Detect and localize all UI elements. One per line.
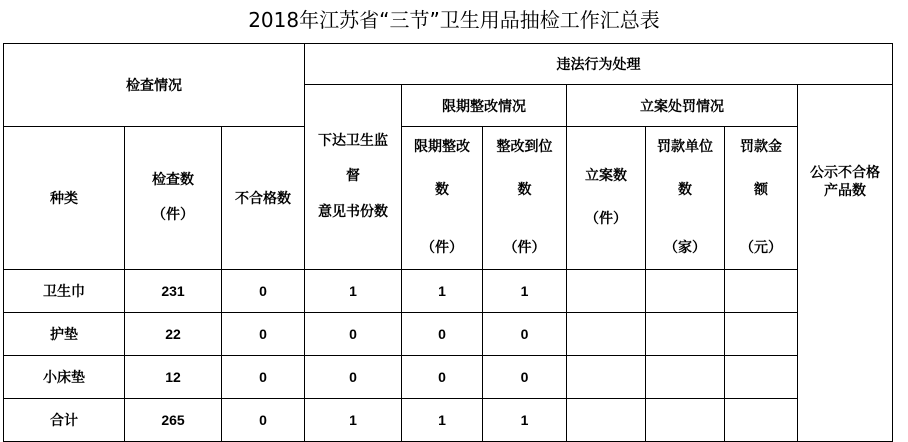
row-cases bbox=[567, 399, 646, 442]
header-violation-group: 违法行为处理 bbox=[305, 44, 893, 85]
row-category: 卫生巾 bbox=[4, 270, 125, 313]
row-unqualified: 0 bbox=[222, 270, 305, 313]
row-notices: 1 bbox=[305, 399, 402, 442]
header-unqualified-count: 不合格数 bbox=[222, 127, 305, 270]
row-cases bbox=[567, 270, 646, 313]
header-rectified-count: 整改到位 数 （件） bbox=[483, 127, 567, 270]
row-rectify: 1 bbox=[402, 399, 483, 442]
header-publish-count: 公示不合格 产品数 bbox=[798, 85, 893, 442]
row-rectified: 1 bbox=[483, 270, 567, 313]
row-fine-amount bbox=[725, 356, 798, 399]
row-category: 小床垫 bbox=[4, 356, 125, 399]
row-rectify: 0 bbox=[402, 313, 483, 356]
header-rectify-count: 限期整改 数 （件） bbox=[402, 127, 483, 270]
row-category: 合计 bbox=[4, 399, 125, 442]
header-checked-count: 检查数 （件） bbox=[125, 127, 222, 270]
header-case-group: 立案处罚情况 bbox=[567, 85, 798, 127]
row-cases bbox=[567, 313, 646, 356]
summary-table bbox=[3, 43, 893, 442]
header-case-count: 立案数 （件） bbox=[567, 127, 646, 270]
header-fine-amount: 罚款金 额 （元） bbox=[725, 127, 798, 270]
row-notices: 0 bbox=[305, 356, 402, 399]
row-checked: 265 bbox=[125, 399, 222, 442]
table-row bbox=[4, 356, 893, 399]
header-category: 种类 bbox=[4, 127, 125, 270]
row-fine-amount bbox=[725, 399, 798, 442]
row-unqualified: 0 bbox=[222, 356, 305, 399]
table-row bbox=[4, 313, 893, 356]
row-fined-units bbox=[646, 399, 725, 442]
row-fine-amount bbox=[725, 270, 798, 313]
row-rectified: 0 bbox=[483, 313, 567, 356]
header-inspection-group: 检查情况 bbox=[4, 44, 305, 127]
row-fine-amount bbox=[725, 313, 798, 356]
row-checked: 12 bbox=[125, 356, 222, 399]
row-rectified: 0 bbox=[483, 356, 567, 399]
row-category: 护垫 bbox=[4, 313, 125, 356]
table-row bbox=[4, 270, 893, 313]
row-fined-units bbox=[646, 356, 725, 399]
table-row bbox=[4, 399, 893, 442]
row-notices: 1 bbox=[305, 270, 402, 313]
row-fined-units bbox=[646, 313, 725, 356]
row-unqualified: 0 bbox=[222, 313, 305, 356]
page-title: 2018年江苏省“三节”卫生用品抽检工作汇总表 bbox=[248, 8, 660, 32]
row-unqualified: 0 bbox=[222, 399, 305, 442]
header-fined-units: 罚款单位 数 （家） bbox=[646, 127, 725, 270]
row-checked: 231 bbox=[125, 270, 222, 313]
row-checked: 22 bbox=[125, 313, 222, 356]
row-rectified: 1 bbox=[483, 399, 567, 442]
row-cases bbox=[567, 356, 646, 399]
row-fined-units bbox=[646, 270, 725, 313]
header-notice-count: 下达卫生监 督 意见书份数 bbox=[305, 85, 402, 270]
row-rectify: 1 bbox=[402, 270, 483, 313]
row-rectify: 0 bbox=[402, 356, 483, 399]
row-notices: 0 bbox=[305, 313, 402, 356]
header-rectify-group: 限期整改情况 bbox=[402, 85, 567, 127]
